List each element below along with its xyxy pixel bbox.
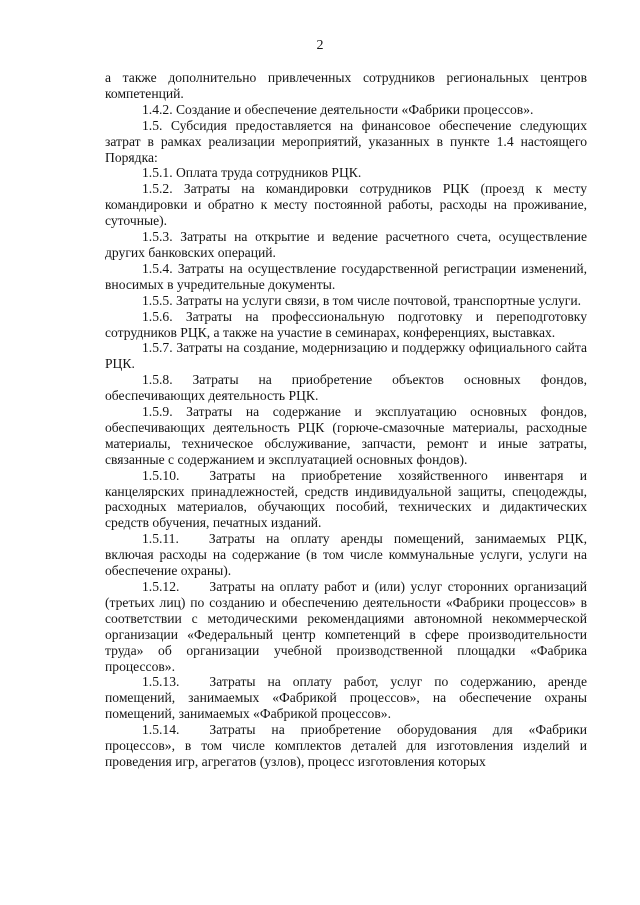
paragraph-1-5-5: 1.5.5. Затраты на услуги связи, в том числе почтовой, транспортные услуги. <box>142 292 582 308</box>
paragraph-1-5-13 <box>105 674 587 722</box>
page-number: 2 <box>316 38 324 53</box>
paragraph-1-5-4: 1.5.4. Затраты на осуществление государственной регистрации изменений, вносимых в учредительные документы. <box>105 260 587 292</box>
paragraph-text: Затраты на оплату аренды помещений, занимаемых РЦК, включая расходы на содержание (в том числе коммунальные услуги, услуги на обеспечение охраны). <box>105 531 587 579</box>
paragraph-number: 1.5.11. <box>142 531 179 547</box>
paragraph-number: 1.5.12. <box>142 579 180 594</box>
paragraph-1-5-10 <box>105 468 587 532</box>
paragraph-number: 1.5.10. <box>142 467 180 483</box>
paragraph-1-5-9: 1.5.9. Затраты на содержание и эксплуатацию основных фондов, обеспечивающих деятельность РЦК (горюче-смазочные материалы, расходные материалы, техническое обслуживание, запчасти, ремонт и иные затраты, связанные с содержанием и эксплуатацией основных фондов). <box>105 404 587 467</box>
paragraph-text: Затраты на приобретение оборудования для «Фабрики процессов», в том числе комплектов деталей для изготовления изделий и проведения игр, агрегатов (узлов), процесс изготовления которых <box>105 722 587 769</box>
paragraph-1-5-2: 1.5.2. Затраты на командировки сотрудников РЦК (проезд к месту командировки и обратно к месту постоянной работы, расходы на проживание, суточные). <box>105 181 587 229</box>
paragraph-1-5: 1.5. Субсидия предоставляется на финансовое обеспечение следующих затрат в рамках реализации мероприятий, указанных в пункте 1.4 настоящего Порядка: <box>105 117 587 165</box>
paragraph-1-5-14 <box>105 722 587 770</box>
paragraph-1-5-6: 1.5.6. Затраты на профессиональную подготовку и переподготовку сотрудников РЦК, а также на участие в семинарах, конференциях, выставках. <box>105 308 587 340</box>
paragraph-text: Затраты на приобретение хозяйственного инвентаря и канцелярских принадлежностей, средств индивидуальной защиты, спецодежды, расходных материалов, обучающих пособий, технических и дидактических средств обучения, печатных изданий. <box>105 467 587 531</box>
paragraph-1-4-2: 1.4.2. Создание и обеспечение деятельности «Фабрики процессов». <box>142 101 534 117</box>
paragraph-number: 1.5.14. <box>142 722 180 738</box>
paragraph-1-5-11 <box>105 531 587 579</box>
paragraph-text: Затраты на оплату работ, услуг по содержанию, аренде помещений, занимаемых «Фабрикой процессов», на обеспечение охраны помещений, занимаемых «Фабрикой процессов». <box>105 674 587 722</box>
paragraph-text: Затраты на оплату работ и (или) услуг сторонних организаций (третьих лиц) по созданию и обеспечению деятельности «Фабрики процессов» в соответствии с методическими рекомендациями автономной некоммерческой организации «Федеральный центр компетенций в сфере производительности труда» об организации учебной производственной площадки «Фабрика процессов». <box>105 579 587 674</box>
paragraph-1-5-3: 1.5.3. Затраты на открытие и ведение расчетного счета, осуществление других банковских операций. <box>105 229 587 260</box>
document-body <box>105 70 587 770</box>
paragraph-continuation: а также дополнительно привлеченных сотрудников региональных центров компетенций. <box>105 70 587 101</box>
paragraph-1-5-7: 1.5.7. Затраты на создание, модернизацию и поддержку официального сайта РЦК. <box>105 340 587 372</box>
paragraph-1-5-12 <box>105 579 587 674</box>
paragraph-number: 1.5.13. <box>142 674 180 690</box>
paragraph-1-5-1: 1.5.1. Оплата труда сотрудников РЦК. <box>142 165 362 181</box>
paragraph-1-5-8: 1.5.8. Затраты на приобретение объектов основных фондов, обеспечивающих деятельность РЦК. <box>105 372 587 404</box>
